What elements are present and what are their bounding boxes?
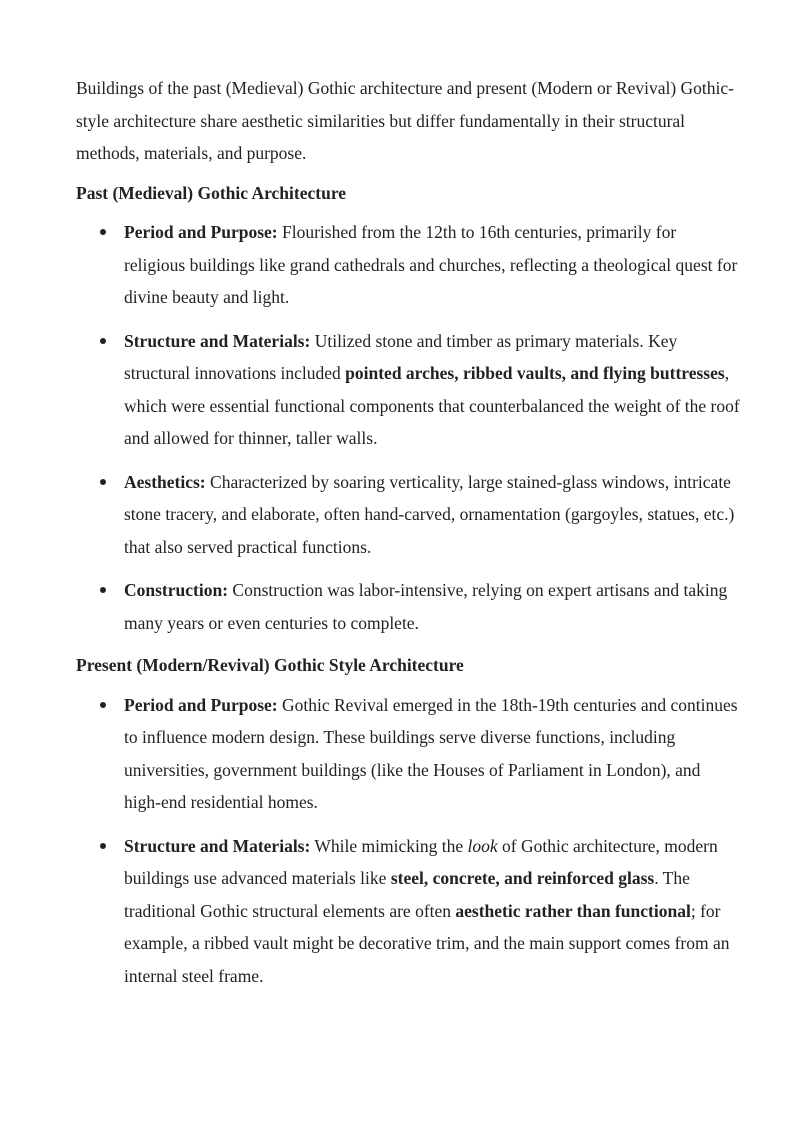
list-item [76,216,740,314]
bullet-list-past [76,216,740,639]
item-text: , which were essential functional components that counterbalanced the weight of the roof and allowed for thinner, taller walls. [124,363,740,448]
bullet-dot-icon [100,229,106,235]
item-label: Construction: [124,580,229,600]
item-label: Structure and Materials: [124,330,311,351]
list-item [76,325,740,455]
list-item [76,830,740,993]
item-emphasis: aesthetic rather than functional [455,900,691,921]
item-label: Aesthetics: [124,471,206,492]
list-item [76,689,740,819]
item-emphasis: steel, concrete, and reinforced glass [390,868,655,888]
bullet-dot-icon [100,338,106,344]
item-label: Structure and Materials: [124,835,311,856]
item-italic: look [467,835,498,856]
item-emphasis: pointed arches, ribbed vaults, and flying buttresses [345,363,725,383]
item-text: Characterized by soaring verticality, large stained-glass windows, intricate stone tracery, and elaborate, often hand-carved, ornamentation (gargoyles, statues, etc.) that also served practical functions. [124,471,735,557]
section-present-gothic [76,649,740,992]
bullet-dot-icon [100,479,106,485]
section-past-gothic [76,177,740,640]
bullet-dot-icon [100,702,106,708]
item-label: Period and Purpose: [124,222,278,242]
list-item [76,466,740,564]
item-text: Gothic Revival emerged in the 18th-19th centuries and continues to influence modern design. These buildings serve diverse functions, including universities, government buildings (like the Houses of Parliament in London), and high-end residential homes. [124,694,738,812]
item-text: Construction was labor-intensive, relying on expert artisans and taking many years or even centuries to complete. [124,580,728,633]
intro-paragraph: Buildings of the past (Medieval) Gothic architecture and present (Modern or Revival) Gothic-style architecture share aesthetic similarities but differ fundamentally in their structural methods, materials, and purpose. [76,78,734,163]
item-text: ; for example, a ribbed vault might be decorative trim, and the main support comes from an internal steel frame. [124,900,730,986]
item-label: Period and Purpose: [124,694,278,715]
bullet-dot-icon [100,843,106,849]
item-text: While mimicking the [310,835,468,856]
bullet-dot-icon [100,587,106,593]
bullet-list-present [76,689,740,993]
item-text: Utilized stone and timber as primary materials. Key structural innovations included [124,330,678,383]
item-text: . The traditional Gothic structural elements are often [124,868,690,921]
list-item [76,574,740,639]
section-heading-present: Present (Modern/Revival) Gothic Style Architecture [76,655,464,675]
item-text: Flourished from the 12th to 16th centuries, primarily for religious buildings like grand cathedrals and churches, reflecting a theological quest for divine beauty and light. [124,222,738,307]
item-text: of Gothic architecture, modern buildings use advanced materials like [124,835,718,888]
section-heading-past: Past (Medieval) Gothic Architecture [76,182,347,203]
